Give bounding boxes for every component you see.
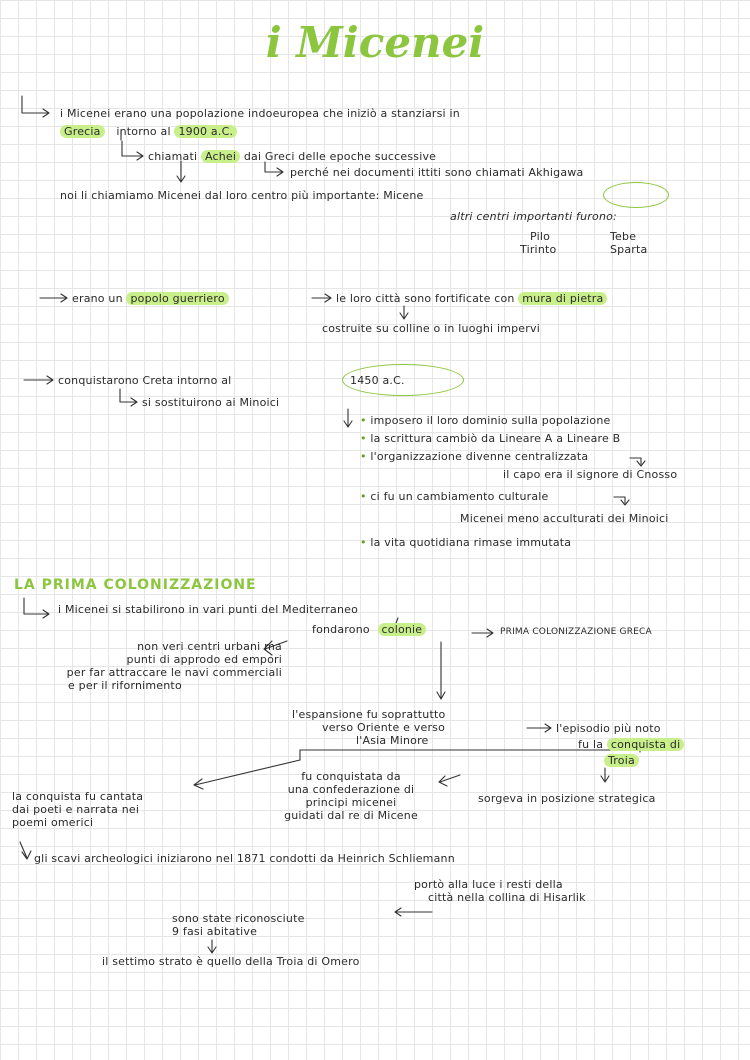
center-tirinto: Tirinto [520, 243, 557, 256]
micene-text: Micene [383, 189, 424, 202]
centers-right [610, 230, 647, 256]
page-title: i Micenei [265, 18, 485, 67]
year-1450-circle [342, 364, 464, 396]
excavations-line: gli scavi archeologici iniziarono nel 1871 condotti da Heinrich Schliemann [34, 852, 455, 865]
bullet-5: • la vita quotidiana rimase immutata [360, 536, 572, 549]
arrow-built [400, 306, 408, 319]
greece-highlight: Grecia [60, 125, 105, 138]
conquered-by-note: fu conquistata da una confederazione di principi micenei guidati dal re di Micene [284, 770, 418, 822]
founded-line [312, 623, 426, 636]
colonies-highlight: colonie [378, 623, 427, 636]
conquered-line: conquistarono Creta intorno al [58, 374, 232, 387]
achei-highlight: Achei [201, 150, 240, 163]
expansion-note: l'espansione fu soprattutto verso Oriente e verso l'Asia Minore [292, 708, 446, 747]
arrow-first-colonization [472, 629, 493, 637]
we-call-text: noi li chiamiamo Micenei dal loro centro più importante: [60, 189, 380, 202]
other-centers-line: altri centri importanti furono: [450, 210, 617, 223]
culture-note: Micenei meno acculturati dei Minoici [460, 512, 669, 525]
phases-note: sono state riconosciute 9 fasi abitative [172, 912, 305, 938]
arrow-called [122, 141, 143, 160]
first-colonization-label: PRIMA COLONIZZAZIONE GRECA [500, 627, 652, 637]
replaced-line: si sostituirono ai Minoici [142, 396, 280, 409]
arrow-hittite [265, 162, 283, 176]
called-line [148, 150, 436, 163]
arrow-phases [395, 908, 432, 916]
arrow-episode [527, 724, 551, 732]
colonization-line: i Micenei si stabilirono in vari punti del Mediterraneo [58, 603, 359, 616]
year-1450-text: 1450 a.C. [350, 374, 405, 387]
center-pilo: Pilo [530, 230, 551, 243]
micene-circle [603, 182, 669, 208]
greece-line [60, 125, 237, 138]
arrow-conquered [24, 376, 53, 384]
not-cities-note: non veri centri urbani ma punti di approdo ed empori per far attraccare le navi commerciali e per il rifornimento [66, 640, 282, 692]
warriors-highlight: popolo guerriero [126, 292, 228, 305]
arrow-were [40, 294, 67, 302]
arrow-we-call [177, 161, 185, 182]
called-text: chiamati [148, 150, 198, 163]
arrow-strategic [601, 768, 609, 782]
strategic-note: sorgeva in posizione strategica [478, 792, 656, 805]
cities-line [336, 292, 607, 305]
walls-highlight: mura di pietra [518, 292, 607, 305]
troy-conquest-highlight: conquista di [607, 738, 684, 751]
we-call-line [60, 189, 424, 202]
arrow-intro [22, 96, 49, 117]
hittite-line: perché nei documenti ittiti sono chiamati Akhigawa [290, 166, 584, 179]
center-sparta: Sparta [610, 243, 648, 256]
around-text: intorno al [116, 125, 171, 138]
centers-left [520, 230, 556, 256]
troy-highlight: Troia [604, 754, 639, 767]
center-tebe: Tebe [610, 230, 637, 243]
arrow-king [630, 458, 645, 466]
section-title: LA PRIMA COLONIZZAZIONE [14, 577, 257, 593]
built-line: costruite su colline o in luoghi impervi [322, 322, 540, 335]
arrow-replaced [120, 389, 137, 406]
were-text: erano un [72, 292, 123, 305]
brought-note: portò alla luce i resti della città nella collina di Hisarlik [414, 878, 586, 904]
king-note: il capo era il signore di Cnosso [503, 468, 678, 481]
episode-line: l'episodio più noto [556, 722, 661, 735]
warriors-line [72, 292, 229, 305]
year-1900-highlight: 1900 a.C. [174, 125, 237, 138]
called-rest-text: dai Greci delle epoche successive [243, 150, 437, 163]
episode2-text: fu la [578, 738, 604, 751]
bullet-2: • la scrittura cambiò da Lineare A a Lineare B [360, 432, 621, 445]
arrow-excavations [20, 842, 31, 859]
bullet-3: • l'organizzazione divenne centralizzata [360, 450, 589, 463]
cities-text: le loro città sono fortificate con [336, 292, 515, 305]
sung-note: la conquista fu cantata dai poeti e narrata nei poemi omerici [12, 790, 144, 829]
arrow-culture [614, 497, 629, 505]
arrow-seventh [208, 940, 216, 953]
bullet-1: • imposero il loro dominio sulla popolazione [360, 414, 611, 427]
arrow-colonization [24, 598, 49, 618]
bullet-4: • ci fu un cambiamento culturale [360, 490, 549, 503]
troy-line [604, 754, 639, 767]
seventh-line: il settimo strato è quello della Troia di Omero [102, 955, 360, 968]
founded-text: fondarono [312, 623, 370, 636]
arrow-expansion [437, 642, 445, 699]
intro-line: i Micenei erano una popolazione indoeuropea che iniziò a stanziarsi in [60, 107, 460, 120]
troy-conquest-line [578, 738, 684, 751]
arrow-cities [312, 294, 331, 302]
arrow-consequences [344, 409, 352, 427]
